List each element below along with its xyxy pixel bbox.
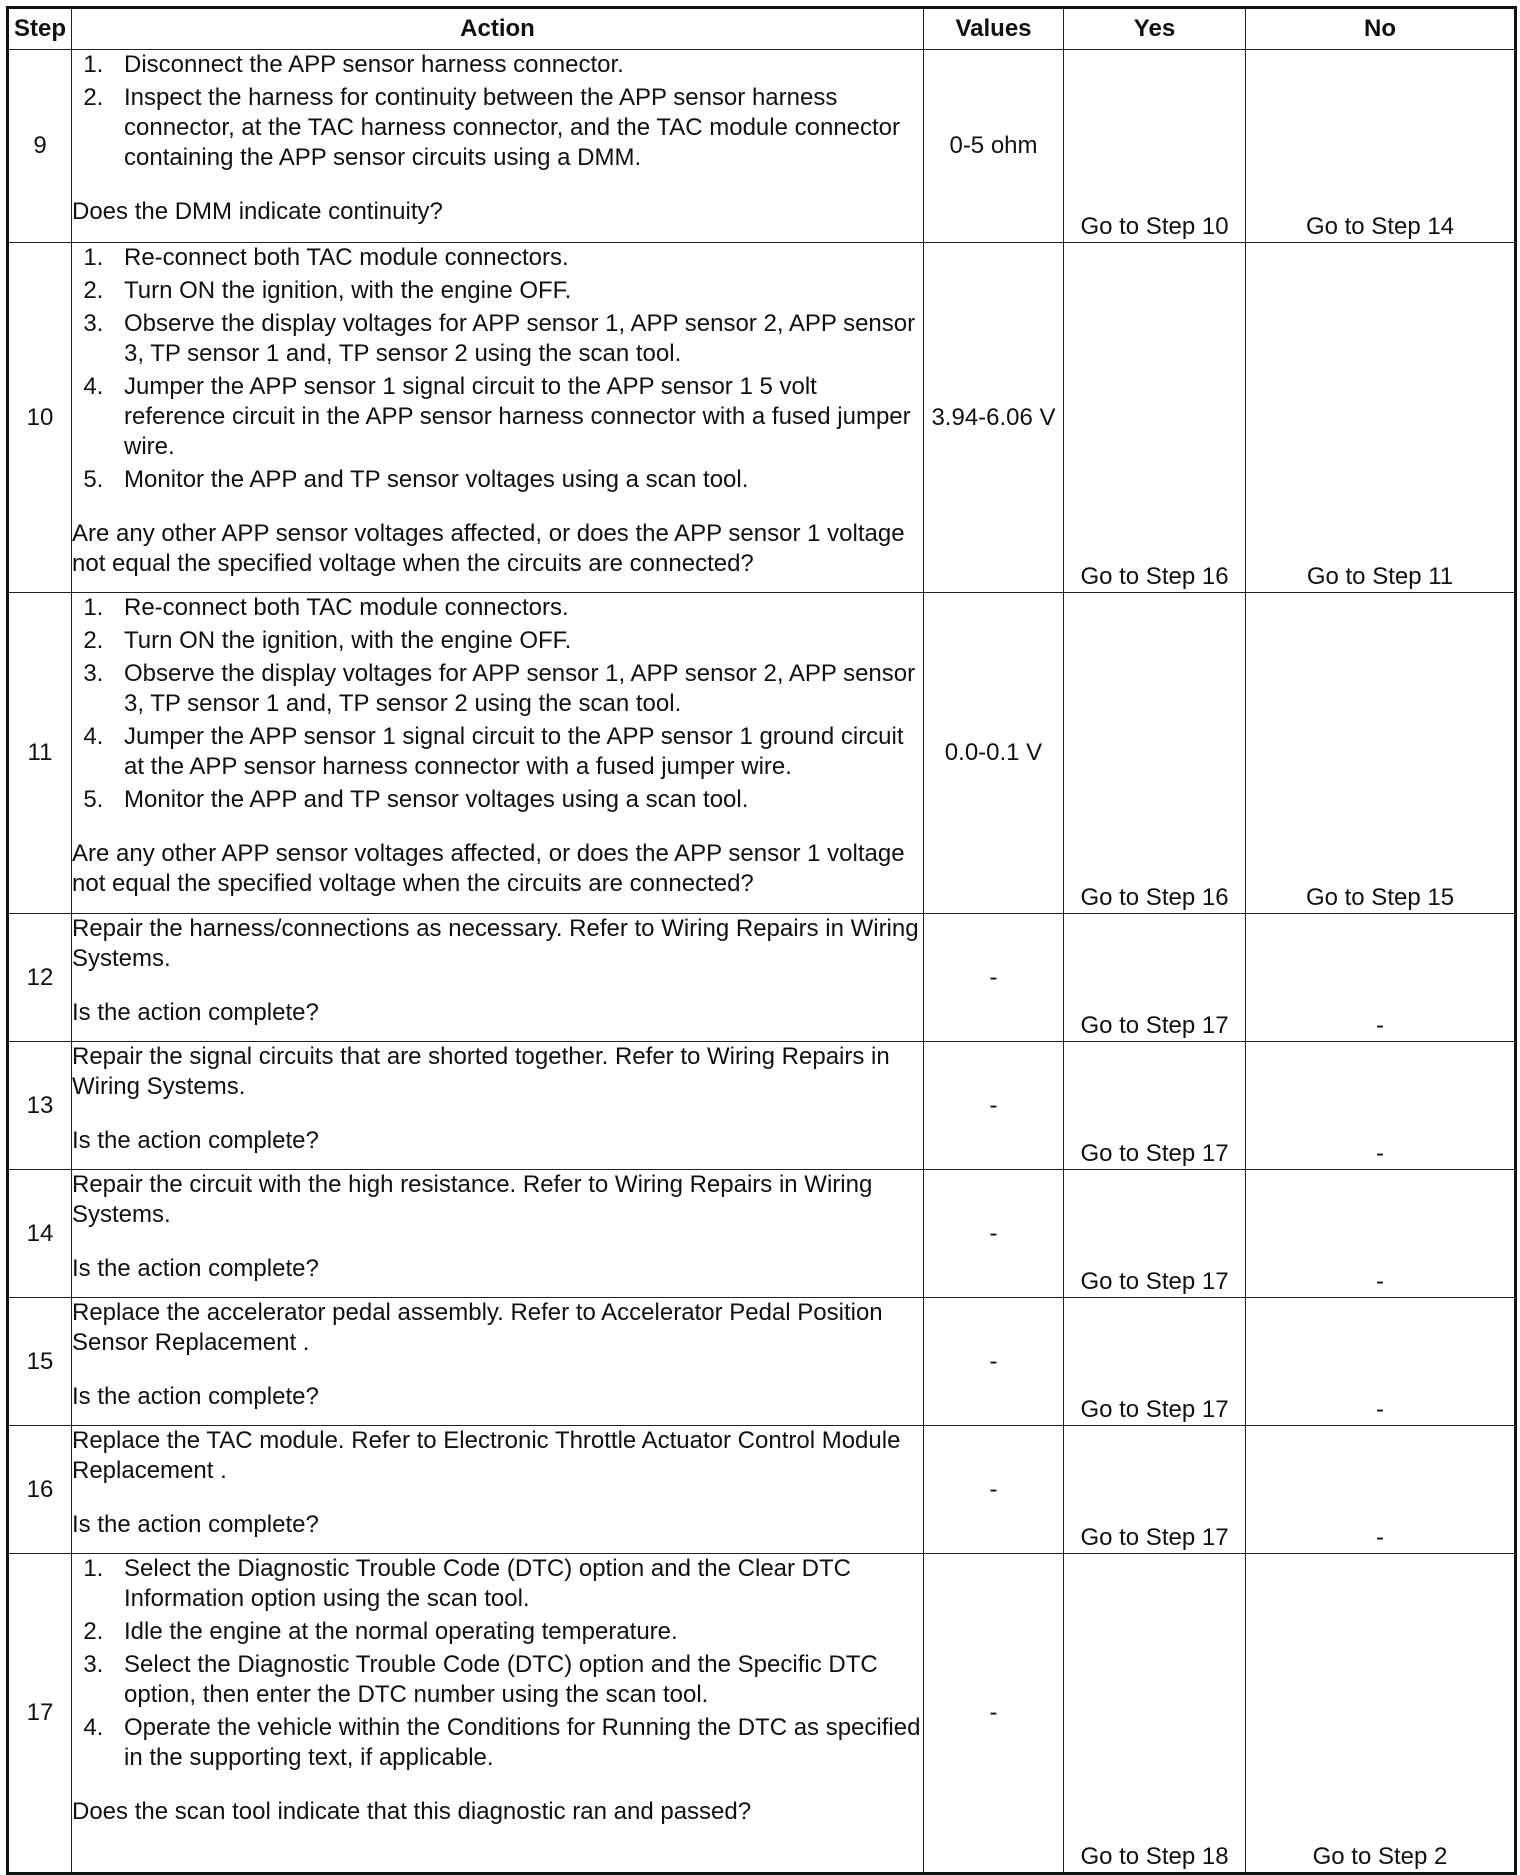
table-row bbox=[8, 50, 1516, 243]
table-row bbox=[8, 1042, 1516, 1170]
action-steps-list bbox=[72, 1554, 923, 1773]
action-step-item: 5. Monitor the APP and TP sensor voltages using a scan tool. bbox=[110, 465, 923, 495]
action-text: Replace the TAC module. Refer to Electronic Throttle Actuator Control Module Replacement . bbox=[72, 1427, 901, 1484]
action-text: Replace the accelerator pedal assembly. Refer to Accelerator Pedal Position Sensor Replacement . bbox=[72, 1299, 883, 1356]
no-cell: - bbox=[1246, 914, 1516, 1042]
value-cell: 0.0-0.1 V bbox=[924, 593, 1064, 914]
table-row bbox=[8, 1170, 1516, 1298]
action-steps-list bbox=[72, 243, 923, 495]
header-no: No bbox=[1246, 8, 1516, 50]
no-cell: Go to Step 14 bbox=[1246, 50, 1516, 243]
value-cell: - bbox=[924, 914, 1064, 1042]
action-text: Repair the circuit with the high resistance. Refer to Wiring Repairs in Wiring Systems. bbox=[72, 1171, 873, 1228]
action-cell bbox=[72, 1554, 924, 1874]
action-steps-list bbox=[72, 50, 923, 173]
value-cell: - bbox=[924, 1554, 1064, 1874]
table-row bbox=[8, 914, 1516, 1042]
diagnostic-table-sheet bbox=[6, 6, 1514, 1875]
step-number: 12 bbox=[8, 914, 72, 1042]
header-yes: Yes bbox=[1064, 8, 1246, 50]
action-question: Is the action complete? bbox=[72, 1127, 319, 1154]
action-step-item: 3. Select the Diagnostic Trouble Code (DTC) option and the Specific DTC option, then enter the DTC number using the scan tool. bbox=[110, 1650, 923, 1710]
action-cell bbox=[72, 1042, 924, 1170]
action-step-item: 3. Observe the display voltages for APP sensor 1, APP sensor 2, APP sensor 3, TP sensor 1 and, TP sensor 2 using the scan tool. bbox=[110, 659, 923, 719]
yes-cell: Go to Step 16 bbox=[1064, 593, 1246, 914]
step-number: 10 bbox=[8, 243, 72, 593]
action-question: Is the action complete? bbox=[72, 999, 319, 1026]
no-cell: - bbox=[1246, 1170, 1516, 1298]
diagnostic-table bbox=[6, 6, 1517, 1875]
action-step-item: 1. Disconnect the APP sensor harness connector. bbox=[110, 50, 923, 80]
action-cell bbox=[72, 1426, 924, 1554]
header-action: Action bbox=[72, 8, 924, 50]
no-cell: - bbox=[1246, 1426, 1516, 1554]
action-step-item: 2. Turn ON the ignition, with the engine OFF. bbox=[110, 276, 923, 306]
value-cell: - bbox=[924, 1426, 1064, 1554]
action-question: Are any other APP sensor voltages affected, or does the APP sensor 1 voltage not equal the specified voltage when the circuits are connected? bbox=[72, 840, 905, 897]
step-number: 17 bbox=[8, 1554, 72, 1874]
yes-cell: Go to Step 17 bbox=[1064, 1042, 1246, 1170]
action-step-item: 4. Jumper the APP sensor 1 signal circuit to the APP sensor 1 ground circuit at the APP sensor harness connector with a fused jumper wire. bbox=[110, 722, 923, 782]
action-step-item: 5. Monitor the APP and TP sensor voltages using a scan tool. bbox=[110, 785, 923, 815]
action-question: Does the scan tool indicate that this diagnostic ran and passed? bbox=[72, 1798, 752, 1825]
action-text: Repair the harness/connections as necessary. Refer to Wiring Repairs in Wiring Systems. bbox=[72, 915, 919, 972]
no-cell: Go to Step 2 bbox=[1246, 1554, 1516, 1874]
action-step-item: 4. Operate the vehicle within the Conditions for Running the DTC as specified in the supporting text, if applicable. bbox=[110, 1713, 923, 1773]
yes-cell: Go to Step 18 bbox=[1064, 1554, 1246, 1874]
header-values: Values bbox=[924, 8, 1064, 50]
table-row bbox=[8, 593, 1516, 914]
table-row bbox=[8, 1554, 1516, 1874]
action-step-item: 1. Re-connect both TAC module connectors. bbox=[110, 243, 923, 273]
step-number: 15 bbox=[8, 1298, 72, 1426]
no-cell: Go to Step 15 bbox=[1246, 593, 1516, 914]
header-step: Step bbox=[8, 8, 72, 50]
table-header-row bbox=[8, 8, 1516, 50]
action-question: Does the DMM indicate continuity? bbox=[72, 198, 443, 225]
action-step-item: 3. Observe the display voltages for APP sensor 1, APP sensor 2, APP sensor 3, TP sensor 1 and, TP sensor 2 using the scan tool. bbox=[110, 309, 923, 369]
action-question: Is the action complete? bbox=[72, 1255, 319, 1282]
step-number: 14 bbox=[8, 1170, 72, 1298]
action-question: Are any other APP sensor voltages affected, or does the APP sensor 1 voltage not equal the specified voltage when the circuits are connected? bbox=[72, 520, 905, 577]
action-cell bbox=[72, 593, 924, 914]
action-question: Is the action complete? bbox=[72, 1511, 319, 1538]
table-row bbox=[8, 243, 1516, 593]
value-cell: 0-5 ohm bbox=[924, 50, 1064, 243]
action-step-item: 2. Turn ON the ignition, with the engine OFF. bbox=[110, 626, 923, 656]
step-number: 16 bbox=[8, 1426, 72, 1554]
step-number: 11 bbox=[8, 593, 72, 914]
action-step-item: 4. Jumper the APP sensor 1 signal circuit to the APP sensor 1 5 volt reference circuit in the APP sensor harness connector with a fused jumper wire. bbox=[110, 372, 923, 462]
action-cell bbox=[72, 50, 924, 243]
no-cell: Go to Step 11 bbox=[1246, 243, 1516, 593]
no-cell: - bbox=[1246, 1042, 1516, 1170]
yes-cell: Go to Step 17 bbox=[1064, 1426, 1246, 1554]
action-cell bbox=[72, 1298, 924, 1426]
value-cell: 3.94-6.06 V bbox=[924, 243, 1064, 593]
action-step-item: 2. Idle the engine at the normal operating temperature. bbox=[110, 1617, 923, 1647]
yes-cell: Go to Step 17 bbox=[1064, 1298, 1246, 1426]
no-cell: - bbox=[1246, 1298, 1516, 1426]
value-cell: - bbox=[924, 1042, 1064, 1170]
value-cell: - bbox=[924, 1298, 1064, 1426]
action-question: Is the action complete? bbox=[72, 1383, 319, 1410]
yes-cell: Go to Step 16 bbox=[1064, 243, 1246, 593]
action-text: Repair the signal circuits that are shorted together. Refer to Wiring Repairs in Wiring Systems. bbox=[72, 1043, 890, 1100]
action-step-item: 2. Inspect the harness for continuity between the APP sensor harness connector, at the TAC harness connector, and the TAC module connector containing the APP sensor circuits using a DMM. bbox=[110, 83, 923, 173]
action-steps-list bbox=[72, 593, 923, 815]
action-step-item: 1. Select the Diagnostic Trouble Code (DTC) option and the Clear DTC Information option using the scan tool. bbox=[110, 1554, 923, 1614]
yes-cell: Go to Step 17 bbox=[1064, 1170, 1246, 1298]
action-cell bbox=[72, 1170, 924, 1298]
step-number: 13 bbox=[8, 1042, 72, 1170]
table-row bbox=[8, 1298, 1516, 1426]
table-row bbox=[8, 1426, 1516, 1554]
action-cell bbox=[72, 914, 924, 1042]
step-number: 9 bbox=[8, 50, 72, 243]
action-step-item: 1. Re-connect both TAC module connectors. bbox=[110, 593, 923, 623]
action-cell bbox=[72, 243, 924, 593]
value-cell: - bbox=[924, 1170, 1064, 1298]
yes-cell: Go to Step 17 bbox=[1064, 914, 1246, 1042]
yes-cell: Go to Step 10 bbox=[1064, 50, 1246, 243]
